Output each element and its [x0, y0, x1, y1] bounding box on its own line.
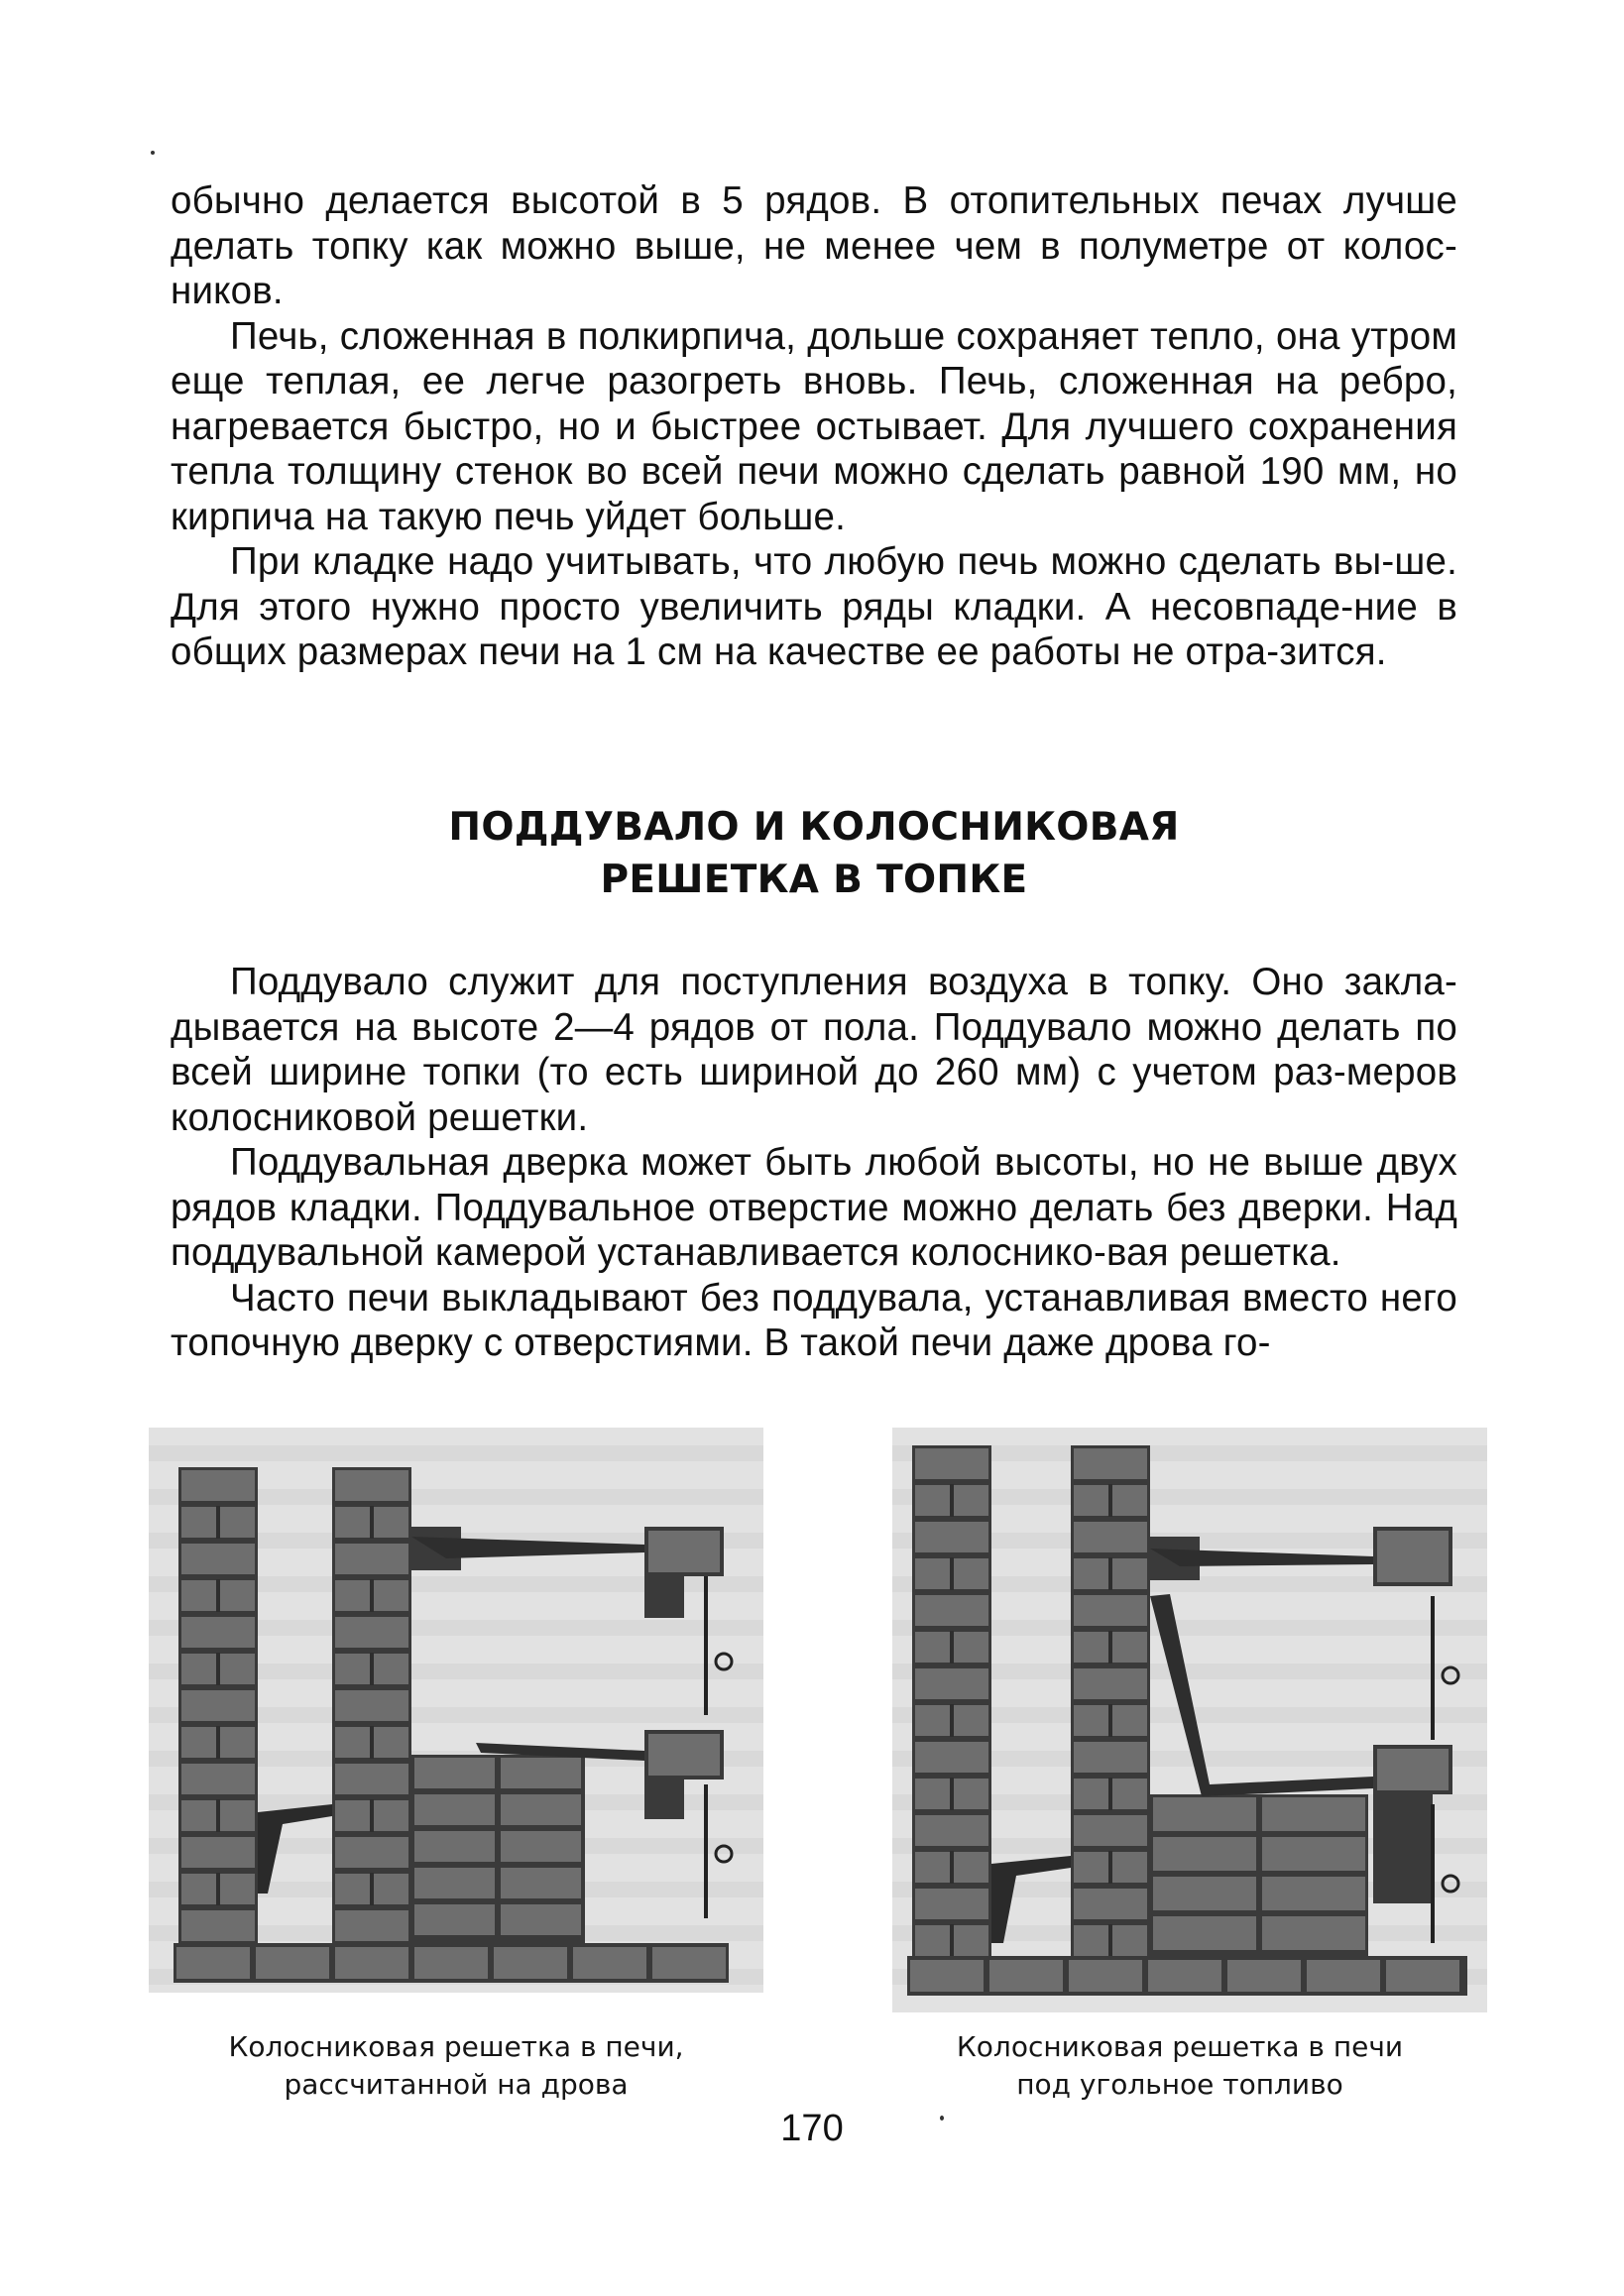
brick	[648, 1531, 720, 1572]
body-text-bottom	[171, 960, 1457, 1366]
brick	[181, 1617, 255, 1648]
brick	[1074, 1522, 1147, 1552]
brick	[414, 1831, 495, 1862]
figure-coal-grate-caption	[892, 2028, 1467, 2104]
section-heading	[171, 801, 1457, 906]
brick	[1227, 1960, 1301, 1992]
brick	[335, 1617, 408, 1648]
caption-line: Колосниковая решетка в печи	[956, 2030, 1404, 2063]
brick	[501, 1794, 581, 1825]
brick	[915, 1448, 988, 1479]
caption-line: рассчитанной на дрова	[284, 2068, 629, 2101]
brick-wall	[644, 1779, 684, 1819]
brick	[414, 1904, 495, 1935]
brick	[573, 1947, 646, 1979]
brick	[256, 1947, 329, 1979]
paragraph: Поддувальная дверка может быть любой высоты, но не выше двух рядов кладки. Поддувальное отверстие можно делать без дверки. Над поддувальной камерой устанавливается колоснико-вая решетка.	[171, 1141, 1457, 1274]
brick-wall	[644, 1576, 684, 1618]
scan-speck	[151, 151, 155, 155]
brick	[181, 1544, 255, 1574]
figure-wood-grate-caption	[149, 2028, 763, 2104]
brick	[910, 1960, 984, 1992]
brick	[1307, 1960, 1380, 1992]
brick	[335, 1837, 408, 1868]
brick	[494, 1947, 567, 1979]
brick	[414, 1794, 495, 1825]
brick	[335, 1910, 408, 1941]
brick	[1153, 1916, 1256, 1950]
brick	[915, 1595, 988, 1626]
brick	[989, 1960, 1063, 1992]
brick	[335, 1470, 408, 1501]
brick	[915, 1742, 988, 1773]
paragraph: При кладке надо учитывать, что любую печь можно сделать вы-ше. Для этого нужно просто увеличить ряды кладки. А несовпаде-ние в общих размерах печи на 1 см на качестве ее работы не отра-зится.	[171, 540, 1457, 673]
coal-grate-diagram	[892, 1428, 1487, 2012]
brick	[1153, 1797, 1256, 1831]
brick	[176, 1947, 250, 1979]
brick	[915, 1668, 988, 1699]
show-through-text	[149, 1445, 763, 1461]
body-text-top	[171, 178, 1457, 675]
caption-line: под угольное топливо	[1016, 2068, 1343, 2101]
brick	[335, 1544, 408, 1574]
brick	[414, 1947, 488, 1979]
brick	[181, 1764, 255, 1794]
figure-coal-grate	[892, 1428, 1487, 2012]
brick	[501, 1868, 581, 1898]
page-number: 170	[780, 2108, 844, 2149]
brick	[335, 1690, 408, 1721]
brick	[181, 1470, 255, 1501]
brick	[1074, 1595, 1147, 1626]
brick	[501, 1831, 581, 1862]
brick	[1074, 1668, 1147, 1699]
brick	[1148, 1960, 1221, 1992]
brick	[1386, 1960, 1459, 1992]
brick	[1153, 1837, 1256, 1871]
brick	[1074, 1815, 1147, 1846]
brick	[414, 1758, 495, 1788]
brick-wall	[1373, 1794, 1433, 1903]
paragraph: Поддувало служит для поступления воздуха в топку. Оно закла-дывается на высоте 2—4 рядов от пола. Поддувало можно делать по всей ширине топки (то есть шириной до 260 мм) с учетом раз-меров колосниковой решетки.	[171, 961, 1457, 1139]
section-heading-line: ПОДДУВАЛО И КОЛОСНИКОВАЯ	[448, 805, 1180, 850]
brick	[1262, 1797, 1365, 1831]
brick	[335, 1947, 408, 1979]
brick	[1074, 1742, 1147, 1773]
brick	[1069, 1960, 1142, 1992]
caption-line: Колосниковая решетка в печи,	[228, 2030, 684, 2063]
brick	[1262, 1877, 1365, 1910]
brick	[1074, 1448, 1147, 1479]
brick	[1377, 1749, 1449, 1790]
brick	[501, 1904, 581, 1935]
brick	[181, 1690, 255, 1721]
brick	[1262, 1916, 1365, 1950]
paragraph: обычно делается высотой в 5 рядов. В отопительных печах лучше делать топку как можно выше, не менее чем в полуметре от колос-ников.	[171, 179, 1457, 312]
figure-wood-grate	[149, 1428, 763, 1993]
brick	[1262, 1837, 1365, 1871]
brick	[501, 1758, 581, 1788]
brick	[1153, 1877, 1256, 1910]
brick	[648, 1734, 720, 1776]
wood-grate-diagram	[149, 1428, 763, 1993]
brick	[915, 1815, 988, 1846]
brick	[1377, 1531, 1449, 1582]
brick	[915, 1889, 988, 1919]
brick	[652, 1947, 726, 1979]
brick	[181, 1910, 255, 1941]
paragraph: Часто печи выкладывают без поддувала, устанавливая вместо него топочную дверку с отверстиями. В такой печи даже дрова го-	[171, 1276, 1457, 1364]
brick	[414, 1868, 495, 1898]
brick	[915, 1522, 988, 1552]
brick	[181, 1837, 255, 1868]
brick	[1074, 1889, 1147, 1919]
paragraph: Печь, сложенная в полкирпича, дольше сохраняет тепло, она утром еще теплая, ее легче разогреть вновь. Печь, сложенная на ребро, нагревается быстро, но и быстрее остывает. Для лучшего сохранения тепла толщину стенок во всей печи можно сделать равной 190 мм, но кирпича на такую печь уйдет больше.	[171, 314, 1457, 538]
section-heading-line: РЕШЕТКА В ТОПКЕ	[600, 858, 1028, 902]
brick	[335, 1764, 408, 1794]
